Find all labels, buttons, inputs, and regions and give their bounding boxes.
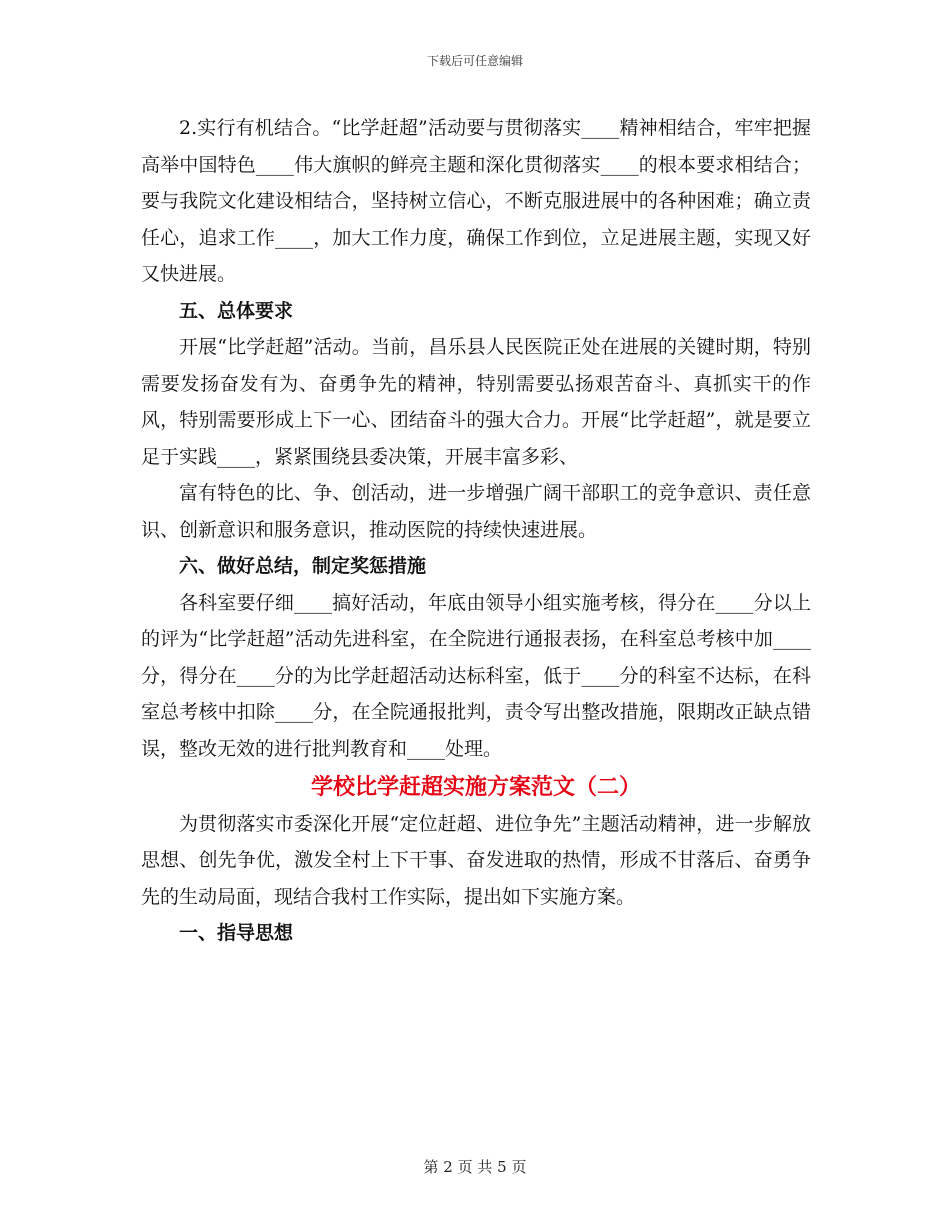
- document-body: [141, 110, 811, 952]
- paragraph-implementation-intro: 为贯彻落实市委深化开展“定位赶超、进位争先”主题活动精神，进一步解放思想、创先争优，激发全村上下干事、奋发进取的热情，形成不甘落后、奋勇争先的生动局面，现结合我村工作实际，提出如下实施方案。: [141, 812, 811, 908]
- section-heading-summary-rewards: 六、做好总结，制定奖惩措施: [179, 555, 427, 577]
- page-header: 下载后可任意编辑: [426, 54, 523, 68]
- section-heading-guiding-ideology: 一、指导思想: [179, 922, 294, 944]
- paragraph-distinctive-activities: 富有特色的比、争、创活动，进一步增强广阔干部职工的竞争意识、责任意识、创新意识和服务意识，推动医院的持续快速进展。: [141, 482, 811, 541]
- paragraph-organic-combination: 2.实行有机结合。“比学赶超”活动要与贯彻落实____精神相结合，牢牢把握高举中国特色____伟大旗帜的鲜亮主题和深化贯彻落实____的根本要求相结合；要与我院文化建设相结合，坚持树立信心，不断克服进展中的各种困难；确立责任心，追求工作____，加大工作力度，确保工作到位，立足进展主题，实现又好又快进展。: [141, 117, 811, 285]
- page-number: 第 2 页 共 5 页: [423, 1158, 527, 1176]
- paragraph-assessment: 各科室要仔细____搞好活动，年底由领导小组实施考核，得分在____分以上的评为“比学赶超”活动先进科室，在全院进行通报表扬，在科室总考核中加____分，得分在____分的为比学赶超活动达标科室，低于____分的科室不达标，在科室总考核中扣除____分，在全院通报批判，责令写出整改措施，限期改正缺点错误，整改无效的进行批判教育和____处理。: [141, 591, 811, 760]
- document-title: 学校比学赶超实施方案范文（二）: [310, 774, 641, 800]
- section-heading-overall-requirements: 五、总体要求: [179, 299, 294, 322]
- paragraph-carry-out-activity: 开展“比学赶超”活动。当前，昌乐县人民医院正处在进展的关键时期，特别需要发扬奋发有为、奋勇争先的精神，特别需要弘扬艰苦奋斗、真抓实干的作风，特别需要形成上下一心、团结奋斗的强大合力。开展“比学赶超”，就是要立足于实践____，紧紧围绕县委决策，开展丰富多彩、: [141, 336, 811, 468]
